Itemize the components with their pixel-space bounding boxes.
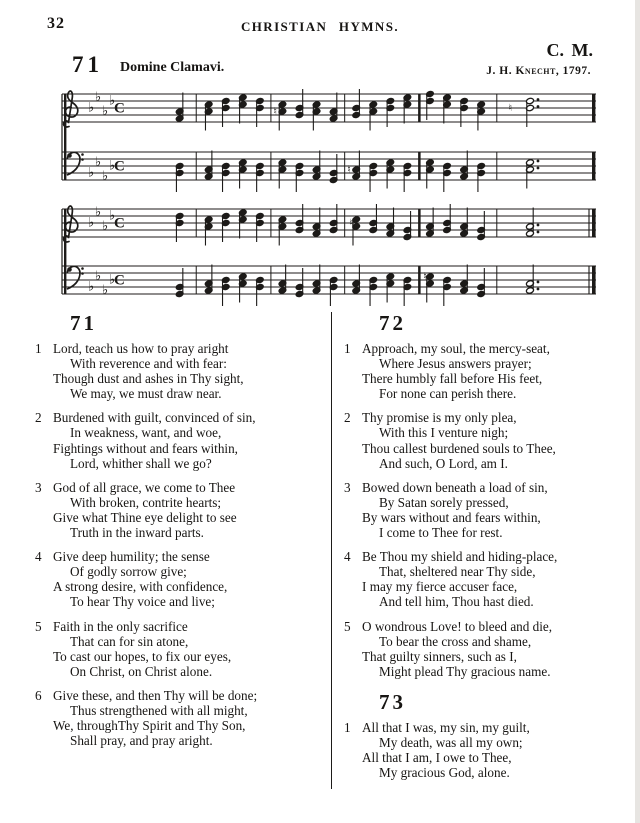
hymn-section-number: 71 <box>70 311 97 335</box>
verse-line: Truth in the inward parts. <box>70 525 204 541</box>
hymn-column-right <box>331 312 619 789</box>
verse-line: In weakness, want, and woe, <box>70 425 222 441</box>
verse-line: And such, O Lord, am I. <box>379 455 508 471</box>
verse-line: With broken, contrite hearts; <box>70 494 222 510</box>
svg-text:♭: ♭ <box>95 205 102 220</box>
verse-line: I may my fierce accuser face, <box>362 579 518 595</box>
verse <box>343 720 619 780</box>
verse-line: For none can perish there. <box>379 386 517 402</box>
svg-text:C: C <box>114 272 125 289</box>
verse-line: By Satan sorely pressed, <box>379 494 509 510</box>
verse-line: I come to Thee for rest. <box>379 525 503 541</box>
svg-text:♭: ♭ <box>88 279 95 295</box>
verse-number: 4 <box>344 549 351 565</box>
verse-line: We, throughThy Spirit and Thy Son, <box>53 718 246 734</box>
hymn-section-number: 72 <box>379 311 406 335</box>
verse-line: All that I was, my sin, my guilt, <box>362 719 530 735</box>
verse-line: Give deep humility; the sense <box>53 549 210 565</box>
running-title: CHRISTIAN HYMNS. <box>241 19 399 34</box>
verse <box>34 688 325 748</box>
verse-number: 1 <box>344 341 351 356</box>
svg-text:♮: ♮ <box>423 271 427 283</box>
verse-line: With this I venture nigh; <box>379 425 509 441</box>
svg-text:♭: ♭ <box>95 269 102 284</box>
verse-line: To bear the cross and shame, <box>379 633 532 649</box>
verse-line: A strong desire, with confidence, <box>53 579 228 595</box>
verse-line: Be Thou my shield and hiding-place, <box>362 549 558 565</box>
svg-text:♭: ♭ <box>88 100 95 116</box>
verse-line: That, sheltered near Thy side, <box>379 564 536 580</box>
verse-line: Give what Thine eye delight to see <box>53 509 237 525</box>
verse-number: 6 <box>35 687 42 703</box>
verse-line: Lord, whither shall we go? <box>70 455 212 471</box>
verse-line: God of all grace, we come to Thee <box>53 479 236 495</box>
svg-text:C: C <box>114 100 125 117</box>
verse-line: With reverence and with fear: <box>70 356 227 372</box>
svg-text:♭: ♭ <box>95 90 102 105</box>
verse-number: 1 <box>35 341 42 356</box>
verse <box>34 480 325 540</box>
hymn-meter: C. M. <box>546 40 593 60</box>
svg-text:♮: ♮ <box>273 106 278 118</box>
hymn-title: Domine Clamavi. <box>120 60 225 75</box>
hymn-column-left <box>34 312 331 789</box>
verse-line: Of godly sorrow give; <box>70 564 187 580</box>
verse-line: My gracious God, alone. <box>379 765 510 781</box>
hymn-number: 71 <box>72 52 103 77</box>
svg-text:♭: ♭ <box>109 158 116 174</box>
svg-text:♭: ♭ <box>109 93 116 109</box>
verse-line: Thy promise is my only plea, <box>362 410 517 426</box>
verse-number: 1 <box>344 719 351 735</box>
verse <box>343 410 619 470</box>
svg-text:♭: ♭ <box>102 283 109 298</box>
verse <box>34 619 325 679</box>
svg-text:♭: ♭ <box>88 165 95 181</box>
svg-text:C: C <box>114 158 125 175</box>
verse-line: Burdened with guilt, convinced of sin, <box>53 410 256 426</box>
verse-line: Approach, my soul, the mercy-seat, <box>362 341 550 356</box>
verse-number: 5 <box>35 618 42 634</box>
verse <box>34 410 325 470</box>
page-scan-edge <box>635 0 640 823</box>
svg-text:♭: ♭ <box>102 169 109 184</box>
svg-text:♭: ♭ <box>109 272 116 288</box>
verse-line: That guilty sinners, such as I, <box>362 648 517 664</box>
verse-line: Though dust and ashes in Thy sight, <box>53 371 244 387</box>
verse <box>343 480 619 540</box>
page-number: 32 <box>47 15 65 32</box>
hymn-section-number: 73 <box>379 689 406 714</box>
svg-text:C: C <box>114 215 125 232</box>
svg-text:♭: ♭ <box>95 155 102 170</box>
hymn-composer: J. H. Knecht, 1797. <box>486 65 591 77</box>
verse <box>343 619 619 679</box>
verse <box>343 341 619 401</box>
verse-line: Might plead Thy gracious name. <box>379 663 551 679</box>
verse <box>34 341 325 401</box>
verse-line: O wondrous Love! to bleed and die, <box>362 618 553 634</box>
verse-line: Lord, teach us how to pray aright <box>53 341 229 356</box>
svg-text:♭: ♭ <box>102 104 109 119</box>
verse-number: 5 <box>344 618 351 634</box>
verse-line: Shall pray, and pray aright. <box>70 733 213 749</box>
verse-line: There humbly fall before His feet, <box>362 371 543 387</box>
verse-line: Bowed down beneath a load of sin, <box>362 479 548 495</box>
svg-text:♮: ♮ <box>349 218 354 230</box>
svg-text:♭: ♭ <box>109 208 116 224</box>
verse-line: Where Jesus answers prayer; <box>379 356 532 372</box>
verse-line: Faith in the only sacrifice <box>53 618 188 634</box>
verse-line: My death, was all my own; <box>379 734 523 750</box>
hymn-text-columns <box>34 312 619 789</box>
verse-number: 3 <box>35 479 42 495</box>
verse-line: To cast our hopes, to fix our eyes, <box>53 648 232 664</box>
sheet-music <box>0 84 640 316</box>
svg-text:♮: ♮ <box>347 164 351 176</box>
verse <box>343 549 619 609</box>
svg-text:♮: ♮ <box>508 103 513 115</box>
verse-line: To hear Thy voice and live; <box>70 594 215 610</box>
verse-line: All that I am, I owe to Thee, <box>362 750 512 766</box>
verse-line: By wars without and fears within, <box>362 509 541 525</box>
verse-number: 3 <box>344 479 351 495</box>
verse-line: Thou callest burdened souls to Thee, <box>362 440 556 456</box>
verse-number: 4 <box>35 549 42 565</box>
svg-text:♭: ♭ <box>102 219 109 234</box>
verse-line: We may, we must draw near. <box>70 386 222 402</box>
verse-line: Give these, and then Thy will be done; <box>53 687 258 703</box>
verse-number: 2 <box>344 410 351 426</box>
verse-line: Fightings without and fears within, <box>53 440 238 456</box>
verse <box>34 549 325 609</box>
verse-line: Thus strengthened with all might, <box>70 702 248 718</box>
verse-line: That can for sin atone, <box>70 633 189 649</box>
verse-line: On Christ, on Christ alone. <box>70 663 213 679</box>
svg-text:♭: ♭ <box>88 215 95 231</box>
verse-number: 2 <box>35 410 42 426</box>
verse-line: And tell him, Thou hast died. <box>379 594 534 610</box>
